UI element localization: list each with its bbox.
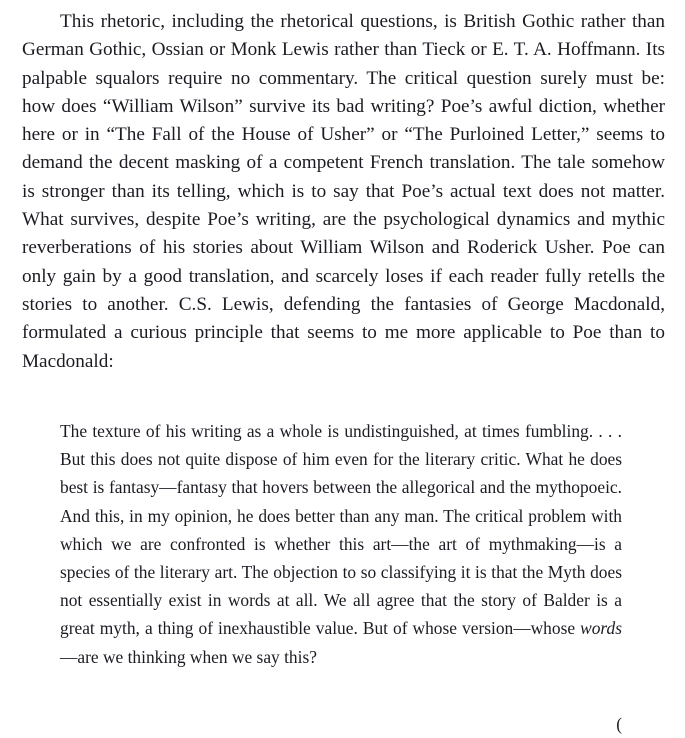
block-quotation [60, 417, 622, 671]
quotation-text-tail: —are we thinking when we say this? [60, 646, 317, 667]
body-paragraph: This rhetoric, including the rhetorical questions, is British Gothic rather than German Gothic, Ossian or Monk Lewis rather than Tieck or E. T. A. Hoffmann. Its palpable squalors require no commentary. The critical question surely must be: how does “William Wilson” survive its bad writing? Poe’s awful diction, whether here or in “The Fall of the House of Usher” or “The Purloined Letter,” seems to demand the decent masking of a competent French translation. The tale somehow is stronger than its telling, which is to say that Poe’s actual text does not matter. What survives, despite Poe’s writing, are the psychological dynamics and mythic reverberations of his stories about William Wilson and Roderick Usher. Poe can only gain by a good translation, and scarcely loses if each reader fully retells the stories to another. C.S. Lewis, defending the fantasies of George Macdonald, formulated a curious principle that seems to me more applicable to Poe than to Macdonald: [22, 11, 665, 372]
quotation-text-lead: The texture of his writing as a whole is undistinguished, at times fumbling. . . . But this does not quite dispose of him even for the literary critic. What he does best is fantasy—fantasy that hovers between the allegorical and the mythopoeic. And this, in my opinion, he does better than any man. The critical problem with which we are confronted is whether this art—the art of mythmaking—is a species of the literary art. The objection to so classifying it is that the Myth does not essentially exist in words at all. We all agree that the story of Balder is a great myth, a thing of inexhaustible value. But of whose version—whose [60, 421, 622, 639]
quotation-emphasized-word: words [580, 618, 622, 639]
quotation-citation: ( [616, 714, 622, 734]
